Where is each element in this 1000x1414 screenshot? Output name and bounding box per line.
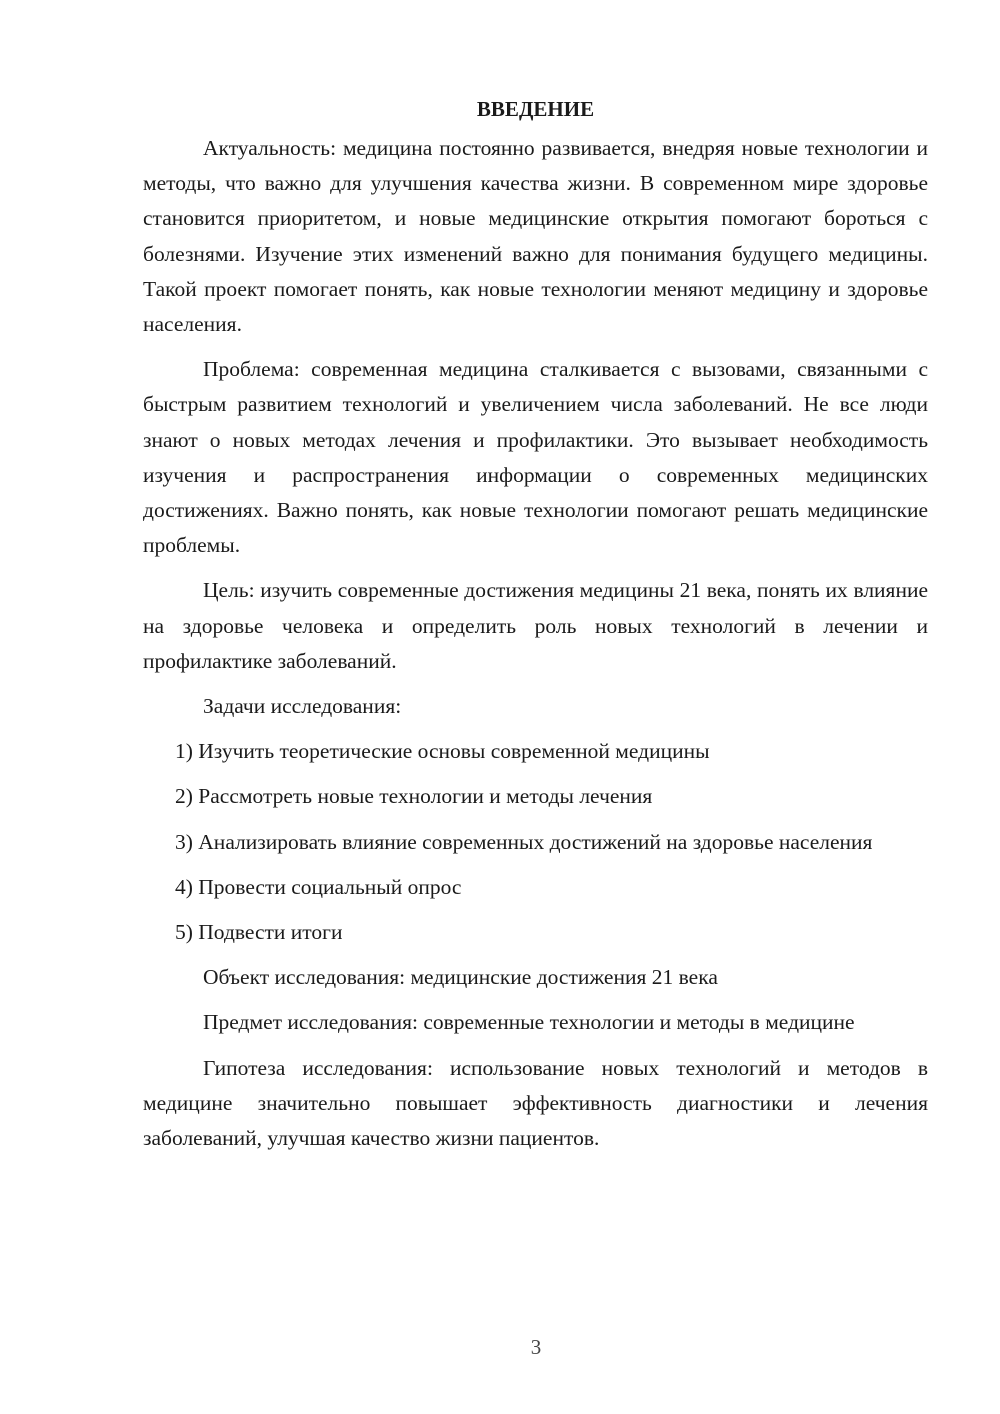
hypothesis-paragraph: Гипотеза исследования: использование новых технологий и методов в медицине значительно повышает эффективность диагностики и лечения заболеваний, улучшая качество жизни пациентов. xyxy=(143,1055,928,1151)
task-item: 5) Подвести итоги xyxy=(175,920,343,945)
object-paragraph: Объект исследования: медицинские достижения 21 века xyxy=(203,965,718,990)
subject-paragraph: Предмет исследования: современные технологии и методы в медицине xyxy=(203,1010,855,1035)
task-item: 4) Провести социальный опрос xyxy=(175,874,462,899)
document-page xyxy=(143,92,928,1166)
page-title: ВВЕДЕНИЕ xyxy=(476,97,595,121)
relevance-paragraph: Актуальность: медицина постоянно развивается, внедряя новые технологии и методы, что важно для улучшения качества жизни. В современном мире здоровье становится приоритетом, и новые медицинские открытия помогают бороться с болезнями. Изучение этих изменений важно для понимания будущего медицины. Такой проект помогает понять, как новые технологии меняют медицину и здоровье населения. xyxy=(143,136,928,337)
page-number: 3 xyxy=(530,1335,542,1359)
task-item: 3) Анализировать влияние современных достижений на здоровье населения xyxy=(175,829,873,854)
goal-paragraph: Цель: изучить современные достижения медицины 21 века, понять их влияние на здоровье человека и определить роль новых технологий в лечении и профилактике заболеваний. xyxy=(143,578,928,673)
problem-paragraph: Проблема: современная медицина сталкивается с вызовами, связанными с быстрым развитием технологий и увеличением числа заболеваний. Не все люди знают о новых методах лечения и профилактики. Это вызывает необходимость изучения и распространения информации о современных медицинских достижениях. Важно понять, как новые технологии помогают решать медицинские проблемы. xyxy=(143,357,928,558)
tasks-heading: Задачи исследования: xyxy=(203,694,402,719)
task-item: 1) Изучить теоретические основы современной медицины xyxy=(175,739,710,764)
task-item: 2) Рассмотреть новые технологии и методы лечения xyxy=(175,784,653,809)
